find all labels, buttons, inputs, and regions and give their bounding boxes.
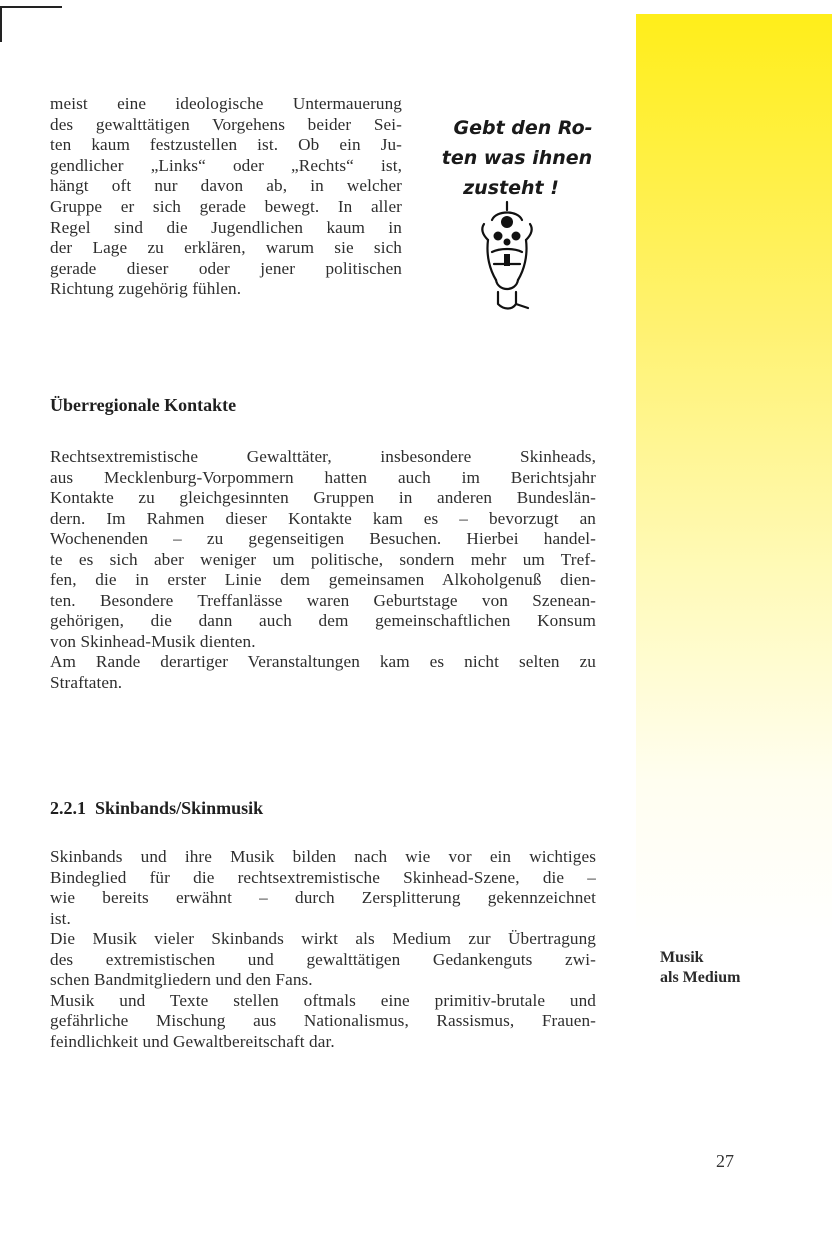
text-line: te es sich aber weniger um politische, sondern mehr um Tref- bbox=[50, 549, 596, 569]
text-line: dern. Im Rahmen dieser Kontakte kam es – bevorzugt an bbox=[50, 508, 596, 528]
margin-note bbox=[660, 948, 740, 988]
kontakte-paragraph bbox=[50, 447, 596, 693]
cartoon-caption-line: ten was ihnen bbox=[441, 147, 593, 169]
cartoon-caption bbox=[424, 113, 594, 203]
text-line: feindlichkeit und Gewaltbereitschaft dar. bbox=[50, 1031, 335, 1051]
intro-paragraph bbox=[50, 94, 402, 300]
skinbands-paragraph-1 bbox=[50, 847, 596, 1052]
text-line: Bindeglied für die rechtsextremistische Skinhead-Szene, die – bbox=[50, 867, 596, 887]
text-line: gefährliche Mischung aus Nationalismus, Rassismus, Frauen- bbox=[50, 1011, 596, 1030]
text-line: fen, die in erster Linie dem gemeinsamen Alkoholgenuß dien- bbox=[50, 570, 596, 589]
text-line: Straftaten. bbox=[50, 672, 123, 692]
yellow-margin-band bbox=[636, 14, 832, 1252]
text-line: gerade dieser oder jener politischen bbox=[50, 258, 402, 278]
text-line: wie bereits erwähnt – durch Zersplitterung gekennzeichnet bbox=[50, 888, 596, 907]
cartoon-figure-icon bbox=[474, 200, 540, 315]
section-heading-skinbands: 2.2.1 Skinbands/Skinmusik bbox=[50, 798, 264, 818]
text-line: Skinbands und ihre Musik bilden nach wie vor ein wichtiges bbox=[50, 847, 596, 866]
text-line: aus Mecklenburg-Vorpommern hatten auch im Berichtsjahr bbox=[50, 467, 596, 487]
text-line: Wochenenden – zu gegenseitigen Besuchen. Hierbei handel- bbox=[50, 529, 596, 548]
text-line: der Lage zu erklären, warum sie sich bbox=[50, 238, 402, 258]
text-line: Musik und Texte stellen oftmals eine primitiv-brutale und bbox=[50, 990, 596, 1010]
text-line: hängt oft nur davon ab, in welcher bbox=[50, 176, 402, 196]
cartoon-caption-line: Gebt den Ro- bbox=[453, 117, 593, 139]
cartoon-caption-line: zusteht ! bbox=[463, 177, 559, 199]
text-line: Rechtsextremistische Gewalttäter, insbesondere Skinheads, bbox=[50, 447, 596, 466]
corner-crop-mark-vertical bbox=[0, 6, 2, 42]
margin-note-line: Musik bbox=[660, 949, 704, 966]
text-line: ten kaum festzustellen ist. Ob ein Ju- bbox=[50, 135, 402, 155]
text-line: meist eine ideologische Untermauerung bbox=[50, 94, 402, 113]
text-line: Kontakte zu gleichgesinnten Gruppen in anderen Bundeslän- bbox=[50, 488, 596, 507]
text-line: von Skinhead-Musik dienten. bbox=[50, 631, 256, 651]
text-line: ten. Besondere Treffanlässe waren Geburtstage von Szenean- bbox=[50, 590, 596, 610]
margin-note-line: als Medium bbox=[660, 969, 741, 986]
text-line: des extremistischen und gewalttätigen Gedankenguts zwi- bbox=[50, 949, 596, 969]
section-heading-kontakte: Überregionale Kontakte bbox=[50, 395, 237, 415]
page-number: 27 bbox=[716, 1151, 734, 1171]
text-line: Die Musik vieler Skinbands wirkt als Medium zur Übertragung bbox=[50, 929, 596, 948]
corner-crop-mark bbox=[0, 6, 62, 8]
text-line: schen Bandmitgliedern und den Fans. bbox=[50, 970, 313, 989]
text-line: gehörigen, die dann auch dem gemeinschaftlichen Konsum bbox=[50, 611, 596, 630]
text-line: des gewalttätigen Vorgehens beider Sei- bbox=[50, 114, 402, 134]
text-line: ist. bbox=[50, 908, 71, 928]
text-line: Regel sind die Jugendlichen kaum in bbox=[50, 217, 402, 237]
text-line: Am Rande derartiger Veranstaltungen kam es nicht selten zu bbox=[50, 652, 596, 671]
text-line: gendlicher „Links“ oder „Rechts“ ist, bbox=[50, 155, 402, 175]
text-line: Richtung zugehörig fühlen. bbox=[50, 279, 242, 299]
text-line: Gruppe er sich gerade bewegt. In aller bbox=[50, 196, 402, 216]
